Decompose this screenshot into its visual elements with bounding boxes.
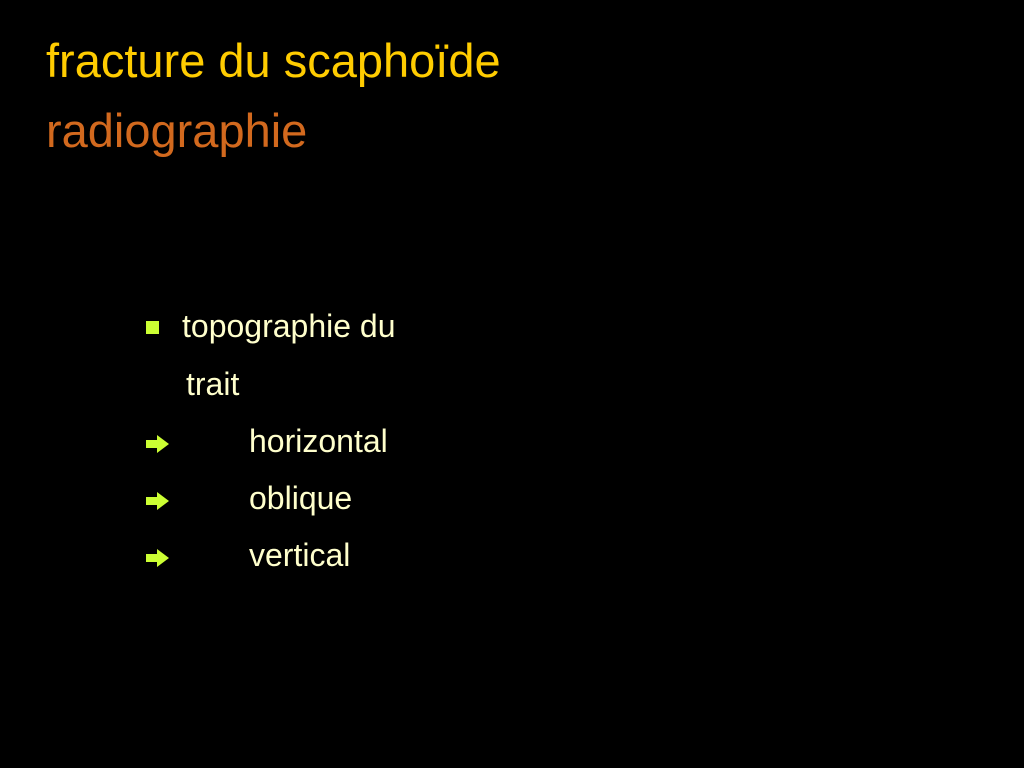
arrow-right-icon	[144, 489, 172, 513]
slide-title: fracture du scaphoïde	[46, 34, 501, 87]
bullet-text-line1: topographie du	[182, 308, 396, 344]
slide-subtitle: radiographie	[46, 104, 308, 157]
arrow-right-icon	[144, 546, 172, 570]
square-bullet-icon	[146, 321, 159, 334]
bullet-text-line2: trait	[186, 366, 240, 402]
sub-item-horizontal: horizontal	[249, 423, 388, 459]
sub-item-vertical: vertical	[249, 537, 351, 573]
sub-item-oblique: oblique	[249, 480, 353, 516]
arrow-right-icon	[144, 432, 172, 456]
